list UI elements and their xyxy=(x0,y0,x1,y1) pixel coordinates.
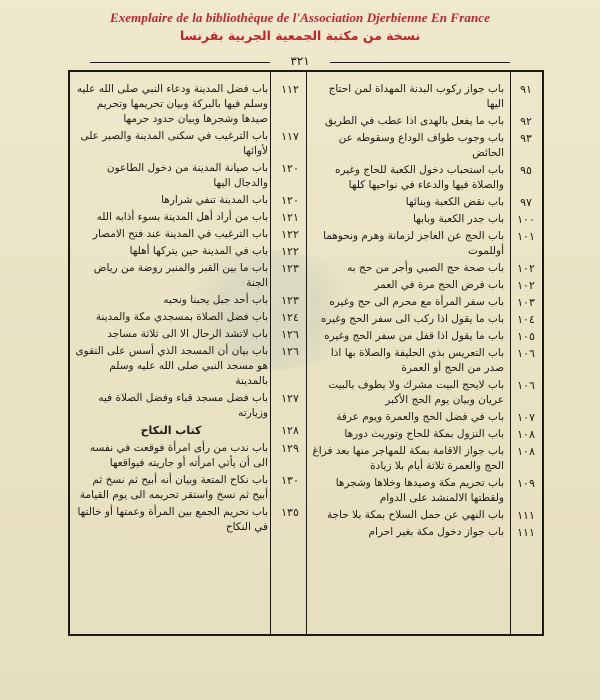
index-entry xyxy=(310,410,542,425)
entry-page-number: ١١١ xyxy=(517,526,535,539)
index-entry xyxy=(74,293,306,308)
entry-title: باب ما يفعل بالهدى اذا عطب في الطريق xyxy=(324,115,504,127)
entry-page-number: ١٣٠ xyxy=(281,474,299,487)
entry-page-number: ١٠٦ xyxy=(517,379,535,392)
entry-title: باب لاتشد الرحال الا الى ثلاثة مساجد xyxy=(107,328,268,340)
entry-page-number: ١٠٢ xyxy=(517,279,535,292)
index-entry xyxy=(310,476,542,506)
index-entry xyxy=(310,525,542,540)
entry-title: باب المدينة تنفي شرارها xyxy=(161,194,268,206)
entry-page-number: ١١٢ xyxy=(281,83,299,96)
entry-title: باب تحريم الجمع بين المرأة وعمتها أو خالتها في النكاح xyxy=(77,506,268,533)
index-entry xyxy=(310,295,542,310)
index-entry xyxy=(310,508,542,523)
entry-title: باب النهي عن حمل السلاح بمكة بلا حاجة xyxy=(327,509,504,521)
index-entry xyxy=(74,344,306,389)
entry-page-number: ١٠٧ xyxy=(517,411,535,424)
entry-title: باب أحد جبل يحبنا ونحبه xyxy=(163,294,268,306)
entry-page-number: ١١٧ xyxy=(281,130,299,143)
index-entry xyxy=(74,129,306,159)
entry-title: باب ما يقول اذا ركب الى سفر الحج وغيره xyxy=(320,313,504,325)
entry-title: باب في المدينة حين يتركها أهلها xyxy=(129,245,268,257)
entry-title: باب نقض الكعبة وبنائها xyxy=(405,196,504,208)
entry-title: باب الترغيب في المدينة عند فتح الامصار xyxy=(92,228,268,240)
index-entry xyxy=(74,261,306,291)
entry-page-number: ١٢٤ xyxy=(281,311,299,324)
library-stamp-arabic: نسخة من مكتبة الجمعية الجربية بفرنسا xyxy=(179,28,421,43)
entry-page-number: ١٠٠ xyxy=(517,213,535,226)
entry-page-number: ١١١ xyxy=(517,509,535,522)
entry-title: باب جواز دخول مكة بغير احرام xyxy=(368,526,504,538)
index-entry xyxy=(74,310,306,325)
entry-title: باب في فضل الحج والعمرة ويوم عرفة xyxy=(336,411,504,423)
entry-title: باب التعريس بذي الحليفة والصلاة بها اذا صدر من الحج أو العمرة xyxy=(330,347,504,374)
book-heading: كتاب النكاح xyxy=(140,424,202,437)
index-entry xyxy=(74,391,306,421)
index-entry xyxy=(74,423,306,439)
entry-page-number: ١٠٣ xyxy=(517,296,535,309)
entry-title: باب من أراد أهل المدينة بسوء أذابه الله xyxy=(96,211,268,223)
index-entry xyxy=(310,378,542,408)
entry-title: باب صيانة المدينة من دخول الطاعون والدجال اليها xyxy=(106,162,268,189)
library-stamp-header xyxy=(0,10,600,43)
entry-page-number: ١٢٠ xyxy=(281,162,299,175)
index-entry xyxy=(310,114,542,129)
entry-page-number: ١٣٥ xyxy=(281,506,299,519)
index-entry xyxy=(74,473,306,503)
index-entry xyxy=(310,131,542,161)
entry-page-number: ١٢٦ xyxy=(281,345,299,358)
index-entry xyxy=(310,82,542,112)
index-entry xyxy=(74,327,306,342)
entry-title: باب سفر المرأة مع محرم الى حج وغيره xyxy=(329,296,504,308)
index-entry xyxy=(74,161,306,191)
entry-title: باب ندب من رأى امرأة فوقعت في نفسه الى أن يأتي امرأته أو جاريته فيواقعها xyxy=(89,442,268,469)
page-number: ٣٢١ xyxy=(290,54,310,68)
entry-title: باب فضل الصلاة بمسجدي مكة والمدينة xyxy=(95,311,268,323)
index-entry xyxy=(74,193,306,208)
left-index-column xyxy=(74,82,306,626)
entry-title: باب ما يقول اذا قفل من سفر الحج وغيره xyxy=(324,330,504,342)
entry-title: باب جواز الاقامة بمكة للمهاجر منها بعد فراغ الحج والعمرة ثلاثة أيام بلا زيادة xyxy=(312,445,504,472)
entry-title: باب فضل مسجد قباء وفضل الصلاة فيه وزيارته xyxy=(98,392,268,419)
entry-title: باب بيان أن المسجد الذي أسس على التقوى هو مسجد النبي صلى الله عليه وسلم بالمدينة xyxy=(75,345,268,387)
entry-page-number: ١٠٨ xyxy=(517,445,535,458)
index-entry xyxy=(74,82,306,127)
page-number-line xyxy=(0,54,600,68)
entry-page-number: ١٠٩ xyxy=(517,477,535,490)
entry-page-number: ١٠٨ xyxy=(517,428,535,441)
entry-page-number: ١٠٦ xyxy=(517,347,535,360)
entry-title: باب فضل المدينة ودعاء النبي صلى الله عليه وسلم فيها بالبركة وبيان تحريمها وتحريم صيدها وشجرها وبيان حدود حرمها xyxy=(76,83,268,125)
entry-title: باب جدر الكعبة وبابها xyxy=(412,213,504,225)
entry-title: باب ما بين القبر والمنبر روضة من رياض الجنة xyxy=(93,262,268,289)
entry-title: باب صحة حج الصبي وأجر من حج به xyxy=(347,262,504,274)
entry-page-number: ١٢٣ xyxy=(281,262,299,275)
entry-page-number: ٩٥ xyxy=(520,164,532,177)
entry-title: باب فرض الحج مرة في العمر xyxy=(374,279,504,291)
index-entry xyxy=(310,195,542,210)
entry-page-number: ١٢٦ xyxy=(281,328,299,341)
column-divider xyxy=(306,72,307,634)
entry-title: باب الحج عن العاجز لزمانة وهرم ونحوهما أوللموت xyxy=(323,230,504,257)
entry-page-number: ١٠٤ xyxy=(517,313,535,326)
entry-title: باب النزول بمكة للحاج وتوريث دورها xyxy=(344,428,504,440)
index-entry xyxy=(74,441,306,471)
entry-page-number: ١٢٨ xyxy=(281,424,299,437)
right-index-column xyxy=(310,82,542,626)
entry-page-number: ١٢٢ xyxy=(281,228,299,241)
entry-title: باب جواز ركوب البدنة المهداة لمن احتاج اليها xyxy=(328,83,504,110)
entry-page-number: ١٢٣ xyxy=(281,294,299,307)
entry-title: باب نكاح المتعة وبيان أنه أبيح ثم نسخ ثم أبيح ثم نسخ واستقر تحريمه الى يوم القيامة xyxy=(79,474,268,501)
index-entry xyxy=(310,312,542,327)
index-entry xyxy=(74,244,306,259)
index-entry xyxy=(310,212,542,227)
entry-page-number: ١٢٧ xyxy=(281,392,299,405)
index-table xyxy=(68,70,544,636)
entry-page-number: ١٢١ xyxy=(281,211,299,224)
entry-title: باب الترغيب في سكنى المدينة والصبر على لأوائها xyxy=(80,130,268,157)
index-entry xyxy=(310,229,542,259)
entry-title: باب لايحج البيت مشرك ولا يطوف بالبيت عريان وبيان يوم الحج الأكبر xyxy=(328,379,504,406)
index-entry xyxy=(310,278,542,293)
entry-title: باب استحباب دخول الكعبة للحاج وغيره والصلاة فيها والدعاء في نواحيها كلها xyxy=(334,164,504,191)
entry-page-number: ١٢٢ xyxy=(281,245,299,258)
index-entry xyxy=(74,210,306,225)
index-entry xyxy=(310,427,542,442)
index-entry xyxy=(74,505,306,535)
entry-title: باب وجوب طواف الوداع وسقوطه عن الحائض xyxy=(338,132,504,159)
entry-page-number: ١٠٥ xyxy=(517,330,535,343)
entry-page-number: ٩٢ xyxy=(520,115,532,128)
entry-page-number: ١٠١ xyxy=(517,230,535,243)
index-entry xyxy=(310,346,542,376)
entry-page-number: ٩٣ xyxy=(520,132,532,145)
entry-page-number: ٩١ xyxy=(520,83,532,96)
index-entry xyxy=(310,163,542,193)
entry-page-number: ١٢٠ xyxy=(281,194,299,207)
index-entry xyxy=(310,329,542,344)
entry-page-number: ٩٧ xyxy=(520,196,532,209)
entry-page-number: ١٢٩ xyxy=(281,442,299,455)
entry-title: باب تحريم مكة وصيدها وخلاها وشجرها ولقطتها الالمنشد على الدوام xyxy=(335,477,504,504)
index-entry xyxy=(310,261,542,276)
entry-page-number: ١٠٢ xyxy=(517,262,535,275)
index-entry xyxy=(74,227,306,242)
library-stamp-french: Exemplaire de la bibliothèque de l'Association Djerbienne En France xyxy=(109,10,491,25)
index-entry xyxy=(310,444,542,474)
